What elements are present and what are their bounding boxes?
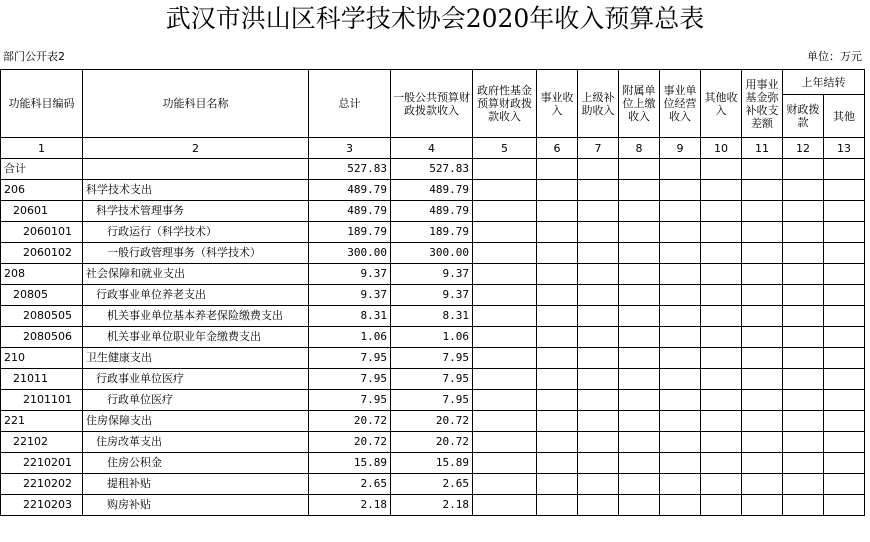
- cell-empty: [824, 159, 865, 180]
- cell-empty: [824, 369, 865, 390]
- cell-empty: [619, 222, 660, 243]
- cell-empty: [578, 306, 619, 327]
- form-label: 部门公开表2: [3, 50, 65, 63]
- cell-empty: [660, 348, 701, 369]
- col-number: 9: [660, 138, 701, 159]
- header-total: 总计: [309, 70, 391, 138]
- cell-empty: [742, 495, 783, 516]
- cell-empty: [783, 390, 824, 411]
- cell-general: 7.95: [391, 369, 473, 390]
- cell-empty: [701, 159, 742, 180]
- cell-empty: [619, 243, 660, 264]
- cell-empty: [824, 453, 865, 474]
- cell-empty: [619, 495, 660, 516]
- cell-empty: [578, 243, 619, 264]
- col-number: 1: [1, 138, 83, 159]
- cell-empty: [619, 180, 660, 201]
- cell-empty: [537, 432, 578, 453]
- cell-empty: [824, 432, 865, 453]
- cell-empty: [473, 348, 537, 369]
- table-row: [1, 306, 865, 327]
- cell-empty: [742, 264, 783, 285]
- cell-empty: [824, 285, 865, 306]
- cell-empty: [578, 285, 619, 306]
- cell-general: 9.37: [391, 264, 473, 285]
- cell-empty: [701, 201, 742, 222]
- cell-empty: [783, 243, 824, 264]
- cell-total: 189.79: [309, 222, 391, 243]
- cell-empty: [473, 180, 537, 201]
- col-number: 2: [83, 138, 309, 159]
- cell-empty: [537, 348, 578, 369]
- cell-empty: [824, 495, 865, 516]
- cell-code: 合计: [1, 159, 83, 180]
- cell-code: 210: [1, 348, 83, 369]
- table-row: [1, 327, 865, 348]
- cell-name: 提租补贴: [83, 474, 309, 495]
- cell-empty: [701, 264, 742, 285]
- cell-general: 8.31: [391, 306, 473, 327]
- cell-empty: [742, 327, 783, 348]
- col-number: 13: [824, 138, 865, 159]
- header-carry-fiscal: 财政拨款: [783, 95, 824, 138]
- col-number: 8: [619, 138, 660, 159]
- cell-total: 9.37: [309, 264, 391, 285]
- cell-empty: [660, 411, 701, 432]
- cell-code: 221: [1, 411, 83, 432]
- table-row: [1, 180, 865, 201]
- cell-empty: [824, 306, 865, 327]
- cell-empty: [619, 327, 660, 348]
- cell-code: 2080506: [1, 327, 83, 348]
- cell-empty: [578, 222, 619, 243]
- cell-empty: [660, 201, 701, 222]
- cell-general: 7.95: [391, 348, 473, 369]
- cell-empty: [701, 390, 742, 411]
- cell-general: 2.18: [391, 495, 473, 516]
- cell-empty: [783, 327, 824, 348]
- cell-total: 7.95: [309, 390, 391, 411]
- table-row: [1, 243, 865, 264]
- col-number: 7: [578, 138, 619, 159]
- cell-empty: [537, 222, 578, 243]
- cell-name: 住房公积金: [83, 453, 309, 474]
- cell-empty: [537, 327, 578, 348]
- cell-general: 527.83: [391, 159, 473, 180]
- budget-table: [0, 69, 865, 516]
- cell-empty: [824, 243, 865, 264]
- header-other: 其他收入: [701, 70, 742, 138]
- cell-general: 15.89: [391, 453, 473, 474]
- cell-empty: [824, 348, 865, 369]
- table-row: [1, 201, 865, 222]
- cell-empty: [578, 495, 619, 516]
- cell-empty: [619, 390, 660, 411]
- cell-empty: [783, 411, 824, 432]
- cell-empty: [578, 327, 619, 348]
- cell-empty: [619, 264, 660, 285]
- header-business: 事业收入: [537, 70, 578, 138]
- cell-empty: [783, 453, 824, 474]
- cell-total: 2.65: [309, 474, 391, 495]
- cell-name: 科学技术管理事务: [83, 201, 309, 222]
- cell-empty: [701, 306, 742, 327]
- cell-empty: [824, 222, 865, 243]
- cell-empty: [473, 306, 537, 327]
- header-general: 一般公共预算财政拨款收入: [391, 70, 473, 138]
- cell-empty: [742, 222, 783, 243]
- cell-name: 机关事业单位基本养老保险缴费支出: [83, 306, 309, 327]
- cell-empty: [660, 390, 701, 411]
- cell-code: 21011: [1, 369, 83, 390]
- table-row: [1, 222, 865, 243]
- cell-empty: [619, 474, 660, 495]
- cell-empty: [473, 432, 537, 453]
- cell-empty: [578, 201, 619, 222]
- cell-general: 9.37: [391, 285, 473, 306]
- cell-empty: [824, 411, 865, 432]
- cell-empty: [824, 474, 865, 495]
- cell-empty: [701, 348, 742, 369]
- cell-code: 206: [1, 180, 83, 201]
- cell-name: 行政事业单位医疗: [83, 369, 309, 390]
- cell-empty: [537, 411, 578, 432]
- table-row: [1, 474, 865, 495]
- col-number: 4: [391, 138, 473, 159]
- cell-code: 2060101: [1, 222, 83, 243]
- cell-empty: [578, 474, 619, 495]
- cell-code: 2080505: [1, 306, 83, 327]
- cell-total: 489.79: [309, 201, 391, 222]
- cell-empty: [537, 264, 578, 285]
- cell-empty: [660, 495, 701, 516]
- cell-empty: [660, 432, 701, 453]
- cell-name: 卫生健康支出: [83, 348, 309, 369]
- cell-empty: [619, 159, 660, 180]
- cell-empty: [742, 348, 783, 369]
- header-fund-make-up: 用事业基金弥补收支差额: [742, 70, 783, 138]
- cell-code: 20601: [1, 201, 83, 222]
- cell-empty: [473, 285, 537, 306]
- cell-empty: [783, 264, 824, 285]
- cell-empty: [701, 432, 742, 453]
- cell-empty: [660, 453, 701, 474]
- cell-empty: [578, 432, 619, 453]
- table-row: [1, 348, 865, 369]
- cell-total: 8.31: [309, 306, 391, 327]
- cell-name: 行政运行（科学技术）: [83, 222, 309, 243]
- unit-label: 单位：万元: [807, 50, 862, 63]
- cell-empty: [473, 495, 537, 516]
- cell-empty: [742, 306, 783, 327]
- table-row: [1, 369, 865, 390]
- cell-empty: [619, 369, 660, 390]
- cell-name: 住房改革支出: [83, 432, 309, 453]
- cell-empty: [660, 159, 701, 180]
- cell-code: 2210201: [1, 453, 83, 474]
- cell-total: 7.95: [309, 348, 391, 369]
- cell-empty: [742, 453, 783, 474]
- cell-empty: [660, 222, 701, 243]
- cell-empty: [473, 390, 537, 411]
- cell-total: 15.89: [309, 453, 391, 474]
- cell-general: 20.72: [391, 432, 473, 453]
- cell-empty: [473, 411, 537, 432]
- header-operating: 事业单位经营收入: [660, 70, 701, 138]
- cell-empty: [701, 222, 742, 243]
- cell-empty: [660, 369, 701, 390]
- col-number: 6: [537, 138, 578, 159]
- table-row: [1, 432, 865, 453]
- cell-name: 一般行政管理事务（科学技术）: [83, 243, 309, 264]
- cell-empty: [783, 369, 824, 390]
- cell-general: 7.95: [391, 390, 473, 411]
- cell-empty: [701, 453, 742, 474]
- column-number-row: [1, 138, 865, 159]
- col-number: 11: [742, 138, 783, 159]
- cell-empty: [824, 390, 865, 411]
- header-subsidy: 上级补助收入: [578, 70, 619, 138]
- cell-empty: [537, 453, 578, 474]
- cell-empty: [619, 348, 660, 369]
- table-row: [1, 495, 865, 516]
- cell-name: 行政事业单位养老支出: [83, 285, 309, 306]
- cell-empty: [578, 369, 619, 390]
- header-code: 功能科目编码: [1, 70, 83, 138]
- cell-empty: [537, 474, 578, 495]
- cell-empty: [701, 474, 742, 495]
- cell-empty: [473, 474, 537, 495]
- table-body: [1, 138, 865, 516]
- cell-empty: [701, 180, 742, 201]
- cell-empty: [660, 264, 701, 285]
- cell-empty: [783, 432, 824, 453]
- header-affiliated: 附属单位上缴收入: [619, 70, 660, 138]
- cell-empty: [578, 453, 619, 474]
- cell-empty: [619, 201, 660, 222]
- cell-empty: [701, 369, 742, 390]
- cell-empty: [619, 453, 660, 474]
- cell-name: [83, 159, 309, 180]
- header-name: 功能科目名称: [83, 70, 309, 138]
- cell-empty: [783, 474, 824, 495]
- cell-total: 9.37: [309, 285, 391, 306]
- cell-total: 20.72: [309, 432, 391, 453]
- cell-empty: [824, 180, 865, 201]
- cell-empty: [824, 201, 865, 222]
- cell-empty: [742, 243, 783, 264]
- cell-empty: [783, 285, 824, 306]
- table-row: [1, 159, 865, 180]
- cell-empty: [537, 159, 578, 180]
- col-number: 10: [701, 138, 742, 159]
- page-title: 武汉市洪山区科学技术协会2020年收入预算总表: [165, 4, 705, 33]
- cell-empty: [537, 285, 578, 306]
- cell-empty: [660, 474, 701, 495]
- cell-total: 7.95: [309, 369, 391, 390]
- cell-empty: [537, 180, 578, 201]
- cell-empty: [473, 201, 537, 222]
- cell-empty: [473, 243, 537, 264]
- cell-empty: [660, 306, 701, 327]
- cell-total: 2.18: [309, 495, 391, 516]
- col-number: 3: [309, 138, 391, 159]
- cell-code: 208: [1, 264, 83, 285]
- header-carry-other: 其他: [824, 95, 865, 138]
- cell-empty: [578, 390, 619, 411]
- cell-empty: [473, 453, 537, 474]
- table-row: [1, 453, 865, 474]
- cell-empty: [742, 411, 783, 432]
- table-row: [1, 390, 865, 411]
- col-number: 12: [783, 138, 824, 159]
- cell-empty: [619, 306, 660, 327]
- cell-empty: [783, 348, 824, 369]
- cell-empty: [537, 369, 578, 390]
- cell-empty: [578, 180, 619, 201]
- cell-name: 机关事业单位职业年金缴费支出: [83, 327, 309, 348]
- cell-name: 行政单位医疗: [83, 390, 309, 411]
- cell-empty: [783, 159, 824, 180]
- cell-code: 2060102: [1, 243, 83, 264]
- cell-code: 2210202: [1, 474, 83, 495]
- table-row: [1, 411, 865, 432]
- cell-empty: [537, 243, 578, 264]
- cell-empty: [578, 159, 619, 180]
- cell-empty: [660, 327, 701, 348]
- cell-empty: [537, 306, 578, 327]
- cell-empty: [619, 411, 660, 432]
- cell-empty: [701, 327, 742, 348]
- cell-empty: [783, 495, 824, 516]
- cell-general: 489.79: [391, 180, 473, 201]
- cell-code: 2210203: [1, 495, 83, 516]
- cell-name: 科学技术支出: [83, 180, 309, 201]
- cell-empty: [742, 285, 783, 306]
- cell-empty: [742, 432, 783, 453]
- table-row: [1, 285, 865, 306]
- cell-code: 2101101: [1, 390, 83, 411]
- cell-total: 300.00: [309, 243, 391, 264]
- cell-general: 20.72: [391, 411, 473, 432]
- cell-empty: [742, 201, 783, 222]
- cell-empty: [783, 222, 824, 243]
- table-row: [1, 264, 865, 285]
- header-carryover: 上年结转: [783, 70, 865, 95]
- cell-name: 社会保障和就业支出: [83, 264, 309, 285]
- header-govfund: 政府性基金预算财政拨款收入: [473, 70, 537, 138]
- cell-name: 住房保障支出: [83, 411, 309, 432]
- cell-empty: [742, 474, 783, 495]
- cell-general: 189.79: [391, 222, 473, 243]
- cell-general: 2.65: [391, 474, 473, 495]
- cell-empty: [824, 327, 865, 348]
- cell-empty: [783, 201, 824, 222]
- cell-empty: [619, 285, 660, 306]
- cell-general: 1.06: [391, 327, 473, 348]
- cell-empty: [578, 264, 619, 285]
- cell-empty: [578, 411, 619, 432]
- cell-empty: [701, 243, 742, 264]
- cell-total: 489.79: [309, 180, 391, 201]
- cell-empty: [824, 264, 865, 285]
- cell-empty: [660, 243, 701, 264]
- cell-empty: [660, 285, 701, 306]
- cell-empty: [701, 411, 742, 432]
- cell-empty: [578, 348, 619, 369]
- cell-empty: [701, 495, 742, 516]
- cell-empty: [473, 222, 537, 243]
- cell-empty: [473, 264, 537, 285]
- cell-total: 1.06: [309, 327, 391, 348]
- cell-empty: [473, 327, 537, 348]
- cell-empty: [537, 201, 578, 222]
- cell-empty: [783, 306, 824, 327]
- cell-empty: [701, 285, 742, 306]
- cell-empty: [537, 495, 578, 516]
- cell-empty: [619, 432, 660, 453]
- cell-empty: [742, 159, 783, 180]
- cell-code: 20805: [1, 285, 83, 306]
- cell-code: 22102: [1, 432, 83, 453]
- cell-general: 489.79: [391, 201, 473, 222]
- cell-general: 300.00: [391, 243, 473, 264]
- cell-empty: [537, 390, 578, 411]
- cell-empty: [473, 159, 537, 180]
- cell-total: 527.83: [309, 159, 391, 180]
- col-number: 5: [473, 138, 537, 159]
- cell-empty: [742, 180, 783, 201]
- cell-total: 20.72: [309, 411, 391, 432]
- cell-empty: [742, 369, 783, 390]
- cell-empty: [783, 180, 824, 201]
- cell-empty: [742, 390, 783, 411]
- cell-empty: [660, 180, 701, 201]
- cell-empty: [473, 369, 537, 390]
- cell-name: 购房补贴: [83, 495, 309, 516]
